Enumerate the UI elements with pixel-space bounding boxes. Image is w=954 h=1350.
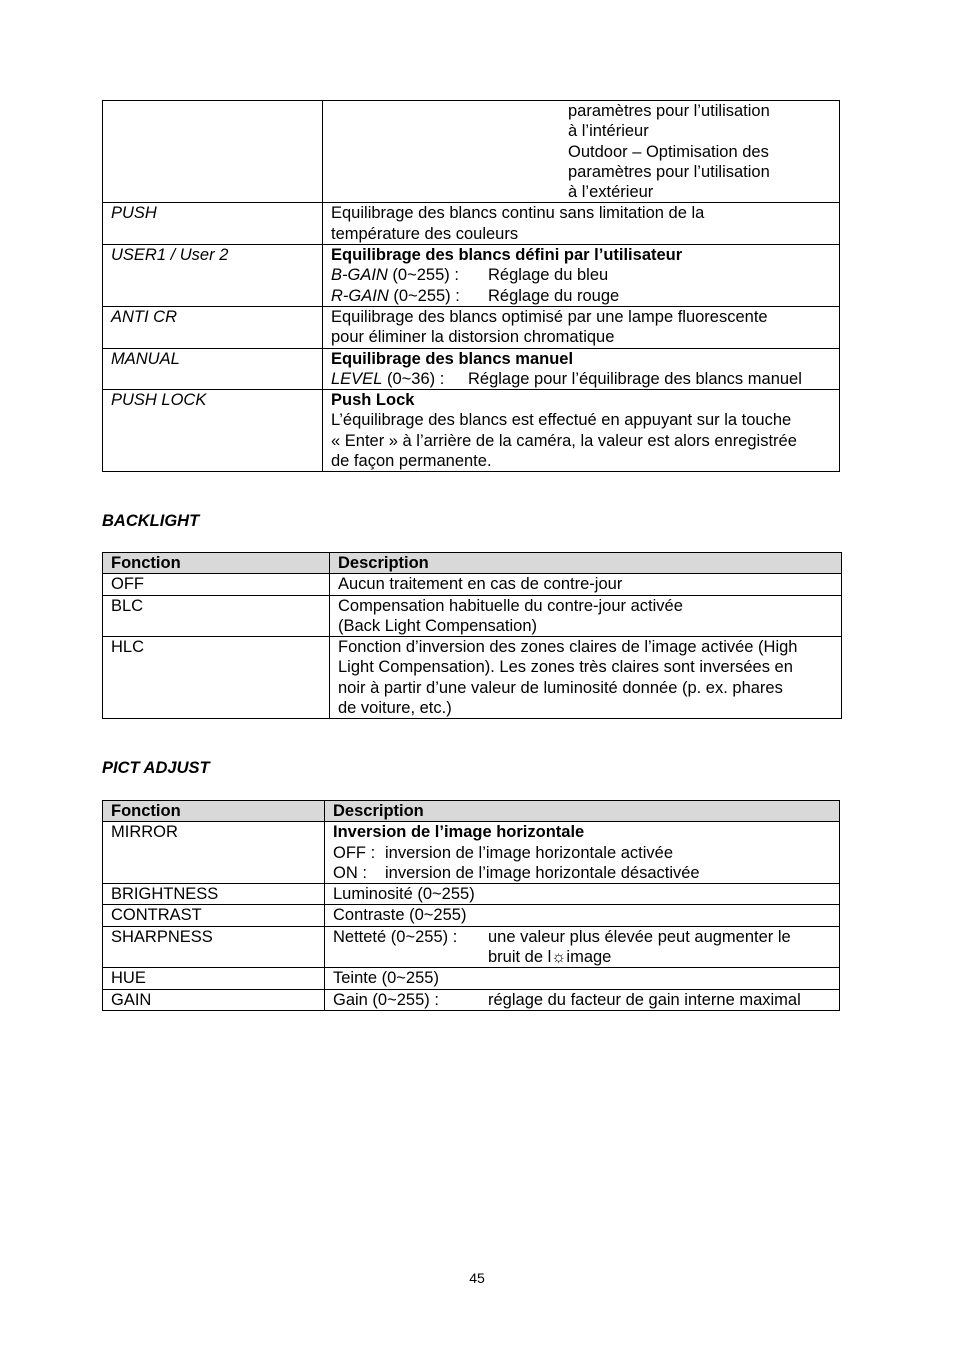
cell-line: Aucun traitement en cas de contre-jour bbox=[338, 575, 623, 594]
cell-line: Equilibrage des blancs optimisé par une lampe fluorescente bbox=[331, 307, 768, 326]
cell-line: noir à partir d’une valeur de luminosité donnée (p. ex. phares bbox=[338, 678, 783, 697]
function-name: CONTRAST bbox=[103, 905, 325, 926]
function-name: PUSH LOCK bbox=[103, 390, 323, 472]
cell-line: (Back Light Compensation) bbox=[338, 616, 538, 635]
param-desc: Réglage du rouge bbox=[488, 286, 620, 305]
table-row bbox=[103, 390, 840, 472]
table-row bbox=[103, 245, 840, 307]
param-desc: inversion de l’image horizontale activée bbox=[385, 843, 673, 862]
table-row bbox=[103, 905, 840, 926]
cell-line: Light Compensation). Les zones très claires sont inversées en bbox=[338, 658, 793, 677]
backlight-table bbox=[102, 552, 842, 719]
function-name: BRIGHTNESS bbox=[103, 884, 325, 905]
cell-line: à l’intérieur bbox=[568, 122, 649, 141]
white-balance-table bbox=[102, 100, 840, 472]
function-name: OFF bbox=[103, 574, 330, 595]
table-row bbox=[103, 968, 840, 989]
table-row bbox=[103, 574, 842, 595]
table-row bbox=[103, 101, 840, 203]
param-range: (0~255) : bbox=[387, 266, 459, 285]
table-row bbox=[103, 926, 840, 968]
table-header-row bbox=[103, 801, 840, 822]
cell-line: Outdoor – Optimisation des bbox=[568, 142, 769, 161]
function-name: SHARPNESS bbox=[103, 926, 325, 968]
table-header-row bbox=[103, 553, 842, 574]
function-name: HUE bbox=[103, 968, 325, 989]
function-name: HLC bbox=[103, 637, 330, 719]
table-row bbox=[103, 884, 840, 905]
cell-line: Teinte (0~255) bbox=[325, 968, 840, 989]
cell-line: Luminosité (0~255) bbox=[325, 884, 840, 905]
page-number: 45 bbox=[469, 1270, 485, 1286]
cell-title: Equilibrage des blancs défini par l’utilisateur bbox=[331, 246, 683, 265]
pict-adjust-table bbox=[102, 800, 840, 1011]
function-name: MANUAL bbox=[103, 348, 323, 390]
cell-line: de façon permanente. bbox=[331, 452, 492, 471]
cell-line: pour éliminer la distorsion chromatique bbox=[331, 328, 615, 347]
table-row bbox=[103, 595, 842, 637]
function-name: MIRROR bbox=[103, 822, 325, 884]
param-range: (0~255) : bbox=[388, 286, 460, 305]
column-header: Description bbox=[325, 801, 840, 822]
param-desc: Réglage pour l’équilibrage des blancs manuel bbox=[468, 369, 802, 388]
param-key: LEVEL bbox=[331, 369, 383, 388]
table-row bbox=[103, 348, 840, 390]
table-row bbox=[103, 306, 840, 348]
table-row bbox=[103, 203, 840, 245]
section-heading-pict-adjust: PICT ADJUST bbox=[102, 759, 210, 777]
param-key: ON : bbox=[333, 863, 367, 882]
param-desc: bruit de l☼image bbox=[488, 948, 612, 967]
cell-line: à l’extérieur bbox=[568, 183, 654, 202]
cell-line: Equilibrage des blancs continu sans limitation de la bbox=[331, 204, 705, 223]
cell-line: paramètres pour l’utilisation bbox=[568, 162, 770, 181]
function-name: GAIN bbox=[103, 989, 325, 1010]
table-row bbox=[103, 822, 840, 884]
function-name: BLC bbox=[103, 595, 330, 637]
column-header: Fonction bbox=[103, 553, 330, 574]
param-key: B-GAIN bbox=[331, 266, 388, 285]
table-row bbox=[103, 637, 842, 719]
cell-line: Contraste (0~255) bbox=[325, 905, 840, 926]
cell-line: paramètres pour l’utilisation bbox=[568, 102, 770, 120]
param-key: Gain (0~255) : bbox=[333, 990, 439, 1009]
function-name: USER1 / User 2 bbox=[103, 245, 323, 307]
cell-line: température des couleurs bbox=[331, 224, 519, 243]
section-heading-backlight: BACKLIGHT bbox=[102, 512, 200, 530]
param-key: R-GAIN bbox=[331, 286, 389, 305]
param-range: (0~36) : bbox=[382, 369, 445, 388]
cell-title: Equilibrage des blancs manuel bbox=[331, 349, 574, 368]
param-key: OFF : bbox=[333, 843, 376, 862]
cell-line: Fonction d’inversion des zones claires de l’image activée (High bbox=[338, 638, 798, 657]
function-name: PUSH bbox=[103, 203, 323, 245]
function-name: ANTI CR bbox=[103, 306, 323, 348]
param-desc: inversion de l’image horizontale désactivée bbox=[385, 863, 700, 882]
column-header: Fonction bbox=[103, 801, 325, 822]
table-row bbox=[103, 989, 840, 1010]
column-header: Description bbox=[330, 553, 842, 574]
cell-line: L’équilibrage des blancs est effectué en appuyant sur la touche bbox=[331, 411, 792, 430]
param-desc: une valeur plus élevée peut augmenter le bbox=[488, 927, 791, 946]
cell-line: de voiture, etc.) bbox=[338, 699, 452, 718]
cell-title: Inversion de l’image horizontale bbox=[333, 823, 585, 842]
param-desc: réglage du facteur de gain interne maximal bbox=[488, 990, 801, 1009]
cell-line: Compensation habituelle du contre-jour activée bbox=[338, 596, 683, 615]
cell-title: Push Lock bbox=[331, 391, 415, 410]
param-desc: Réglage du bleu bbox=[488, 266, 609, 285]
cell-line: « Enter » à l’arrière de la caméra, la valeur est alors enregistrée bbox=[331, 431, 797, 450]
param-key: Netteté (0~255) : bbox=[333, 927, 458, 946]
